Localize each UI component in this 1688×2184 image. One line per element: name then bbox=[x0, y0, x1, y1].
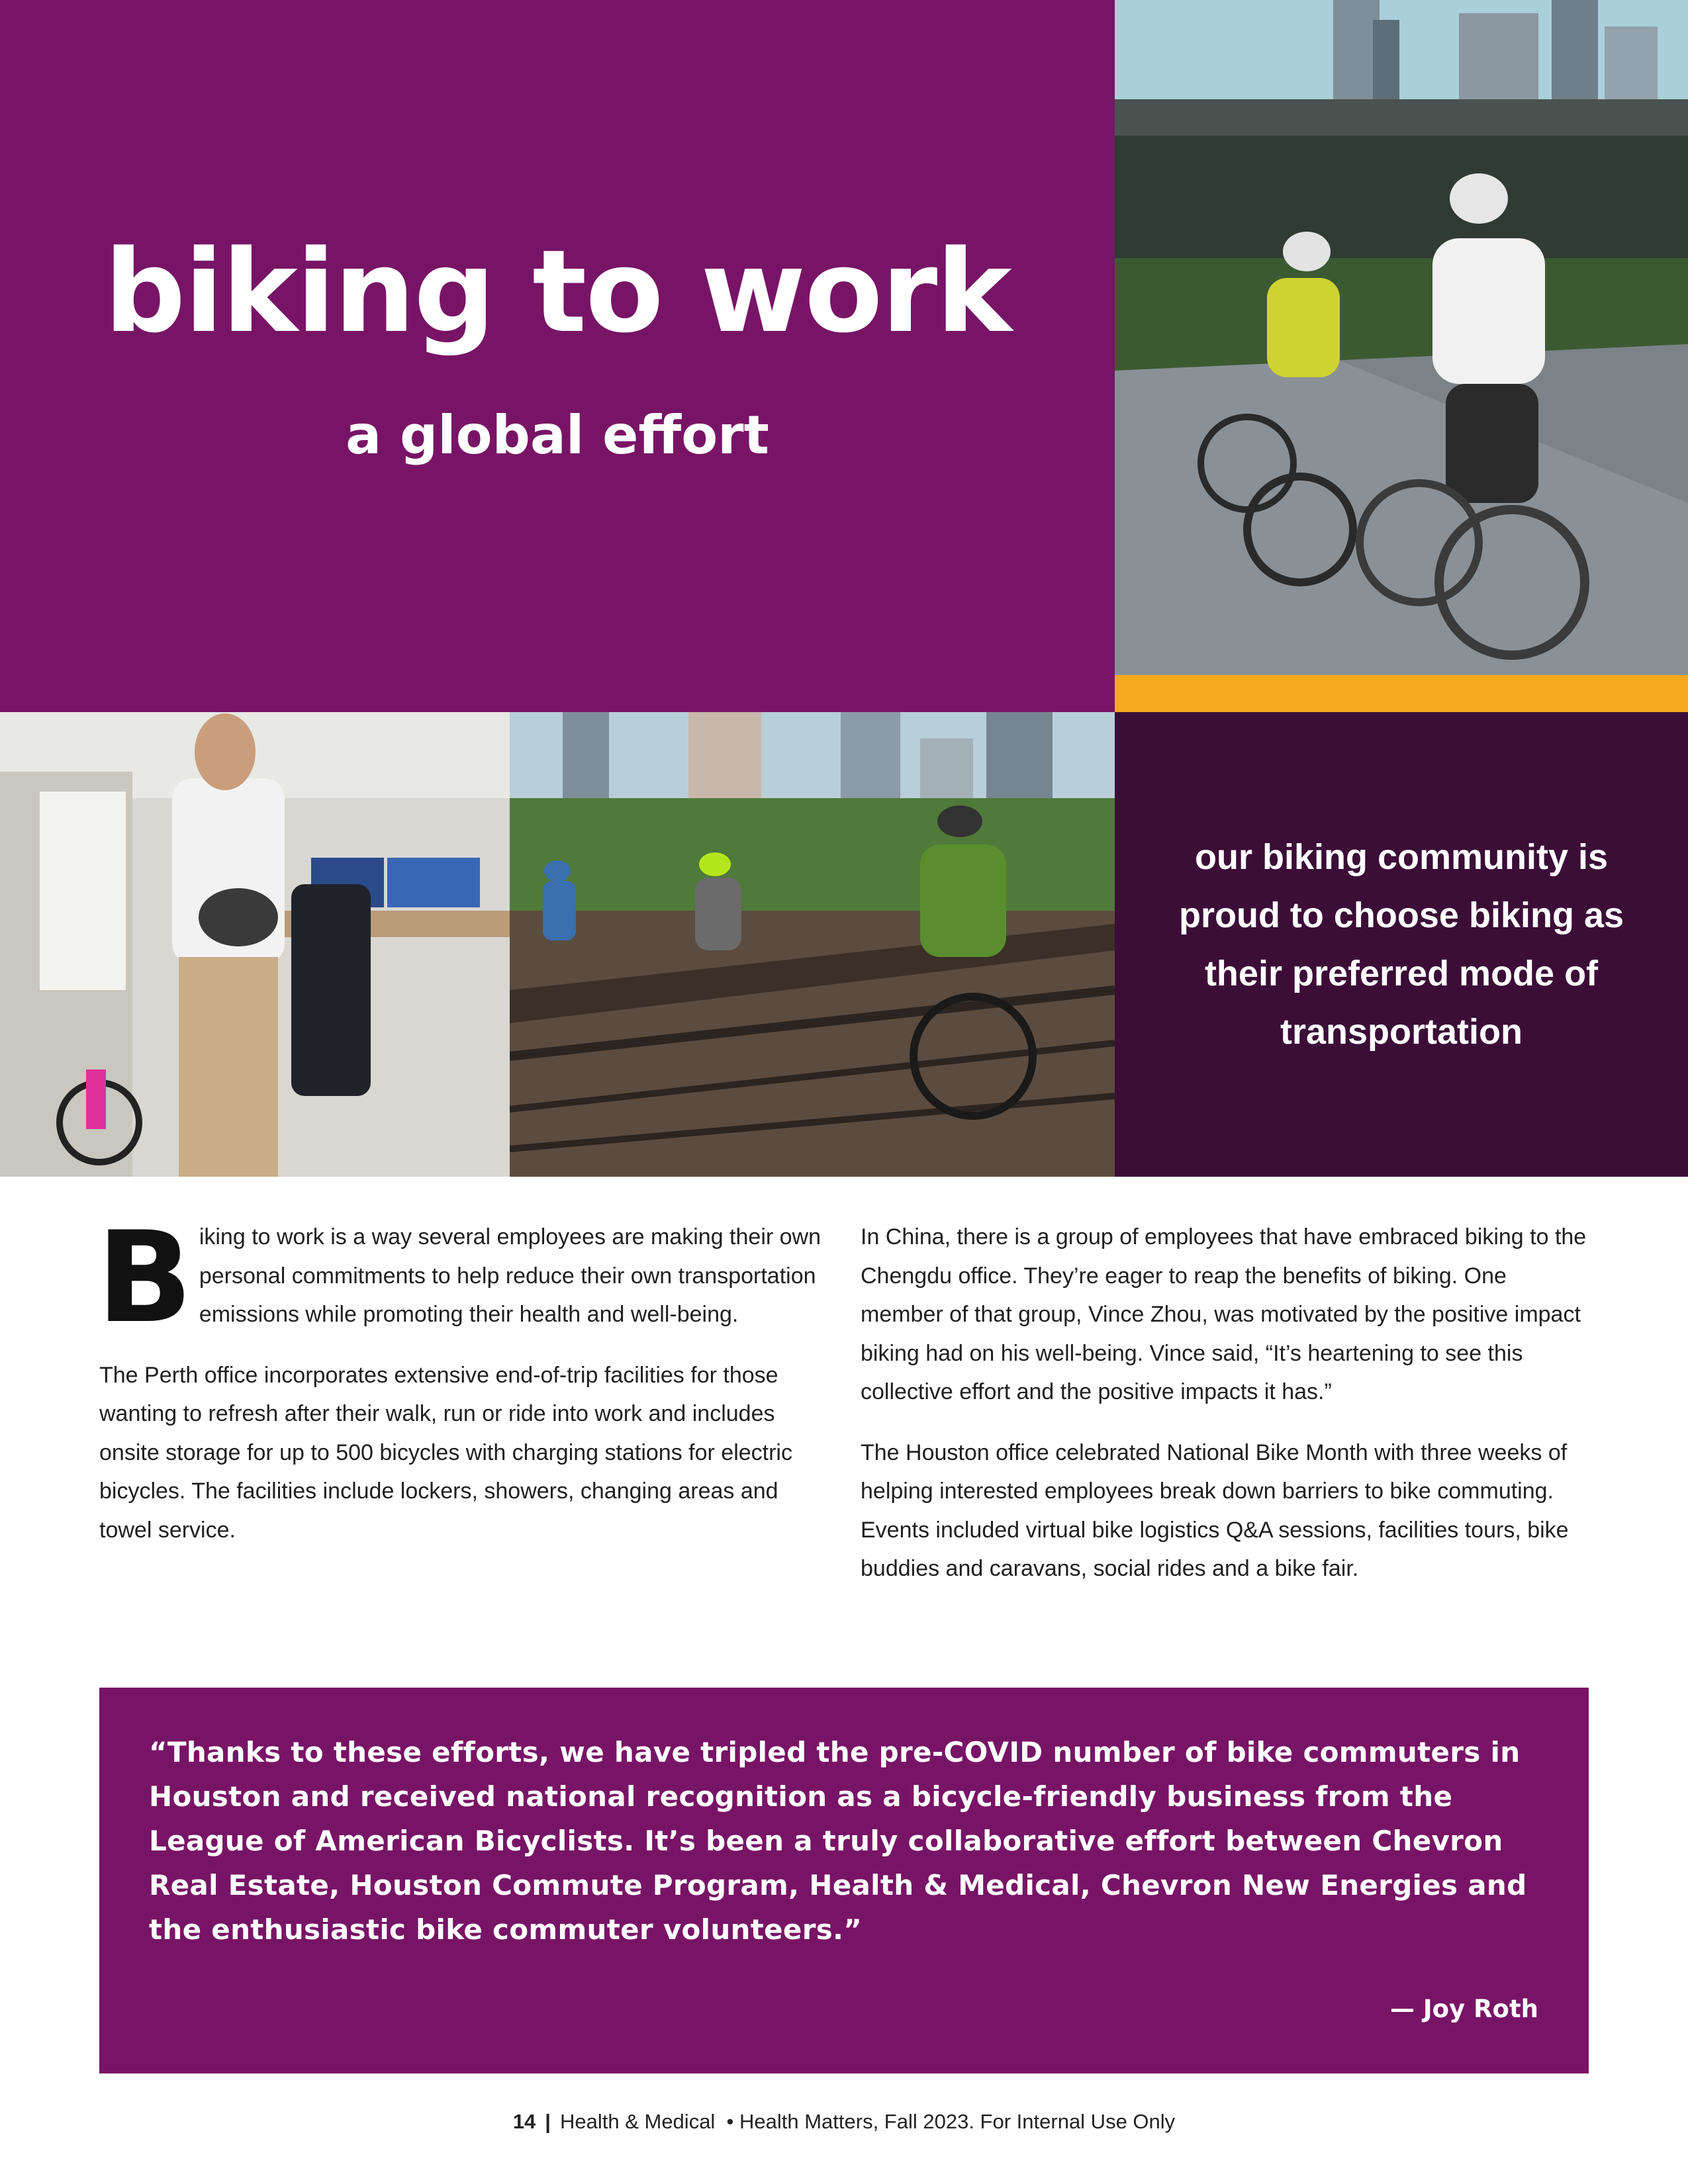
page-title: biking to work bbox=[104, 225, 1011, 358]
quote-box bbox=[99, 1688, 1589, 2073]
page-footer bbox=[0, 2110, 1688, 2134]
quote-text: “Thanks to these efforts, we have tripled the pre-COVID number of bike commuters in Houston and received national recognition as a bicycle-friendly business from the League of American Bicyclists. It’s been a truly collaborative effort between Chevron Real Estate, Houston Commute Program, Health & Medical, Chevron New Energies and the enthusiastic bike commuter volunteers.” bbox=[149, 1736, 1527, 1946]
drop-cap: B bbox=[97, 1205, 193, 1351]
photo-cyclists-skyline bbox=[1115, 0, 1688, 675]
accent-bar bbox=[1115, 675, 1688, 712]
page-subtitle: a global effort bbox=[346, 404, 769, 466]
article-paragraph: The Houston office celebrated National Bike Month with three weeks of helping interested employees break down barriers to bike commuting. Events included virtual bike logistics Q&A sessions, facilities tours, bike buddies and caravans, social rides and a bike fair. bbox=[861, 1439, 1569, 1581]
quote-attribution: — Joy Roth bbox=[1389, 1995, 1538, 2023]
article-column-left bbox=[97, 1205, 827, 1571]
hero-banner bbox=[0, 0, 1115, 712]
article-paragraph: The Perth office incorporates extensive end-of-trip facilities for those wanting to refresh after their walk, run or ride into work and includes onsite storage for up to 500 bicycles with charging stations for electric bicycles. The facilities include lockers, showers, changing areas and towel service. bbox=[99, 1362, 792, 1543]
footer-separator: | bbox=[545, 2110, 551, 2133]
photo-group-ride bbox=[510, 712, 1115, 1177]
photo-employee-office bbox=[0, 712, 510, 1177]
article-paragraph: In China, there is a group of employees that have embraced biking to the Chengdu office. They’re eager to reap the benefits of biking. One member of that group, Vince Zhou, was motivated by the positive impact biking had on his well-being. Vince said, “It’s heartening to see this collective effort and the positive impacts it has.” bbox=[861, 1224, 1587, 1404]
article-column-right bbox=[861, 1218, 1595, 1610]
page-number: 14 bbox=[512, 2110, 536, 2133]
callout-text: our biking community is proud to choose biking as their preferred mode of transportation bbox=[1178, 837, 1624, 1052]
article-paragraph: Biking to work is a way several employees are making their own personal commitments to help reduce their own transportation emissions while promoting their health and well-being. bbox=[97, 1205, 821, 1351]
footer-text: Health & Medical • Health Matters, Fall 2023. For Internal Use Only bbox=[559, 2110, 1176, 2133]
callout-box bbox=[1115, 712, 1688, 1177]
